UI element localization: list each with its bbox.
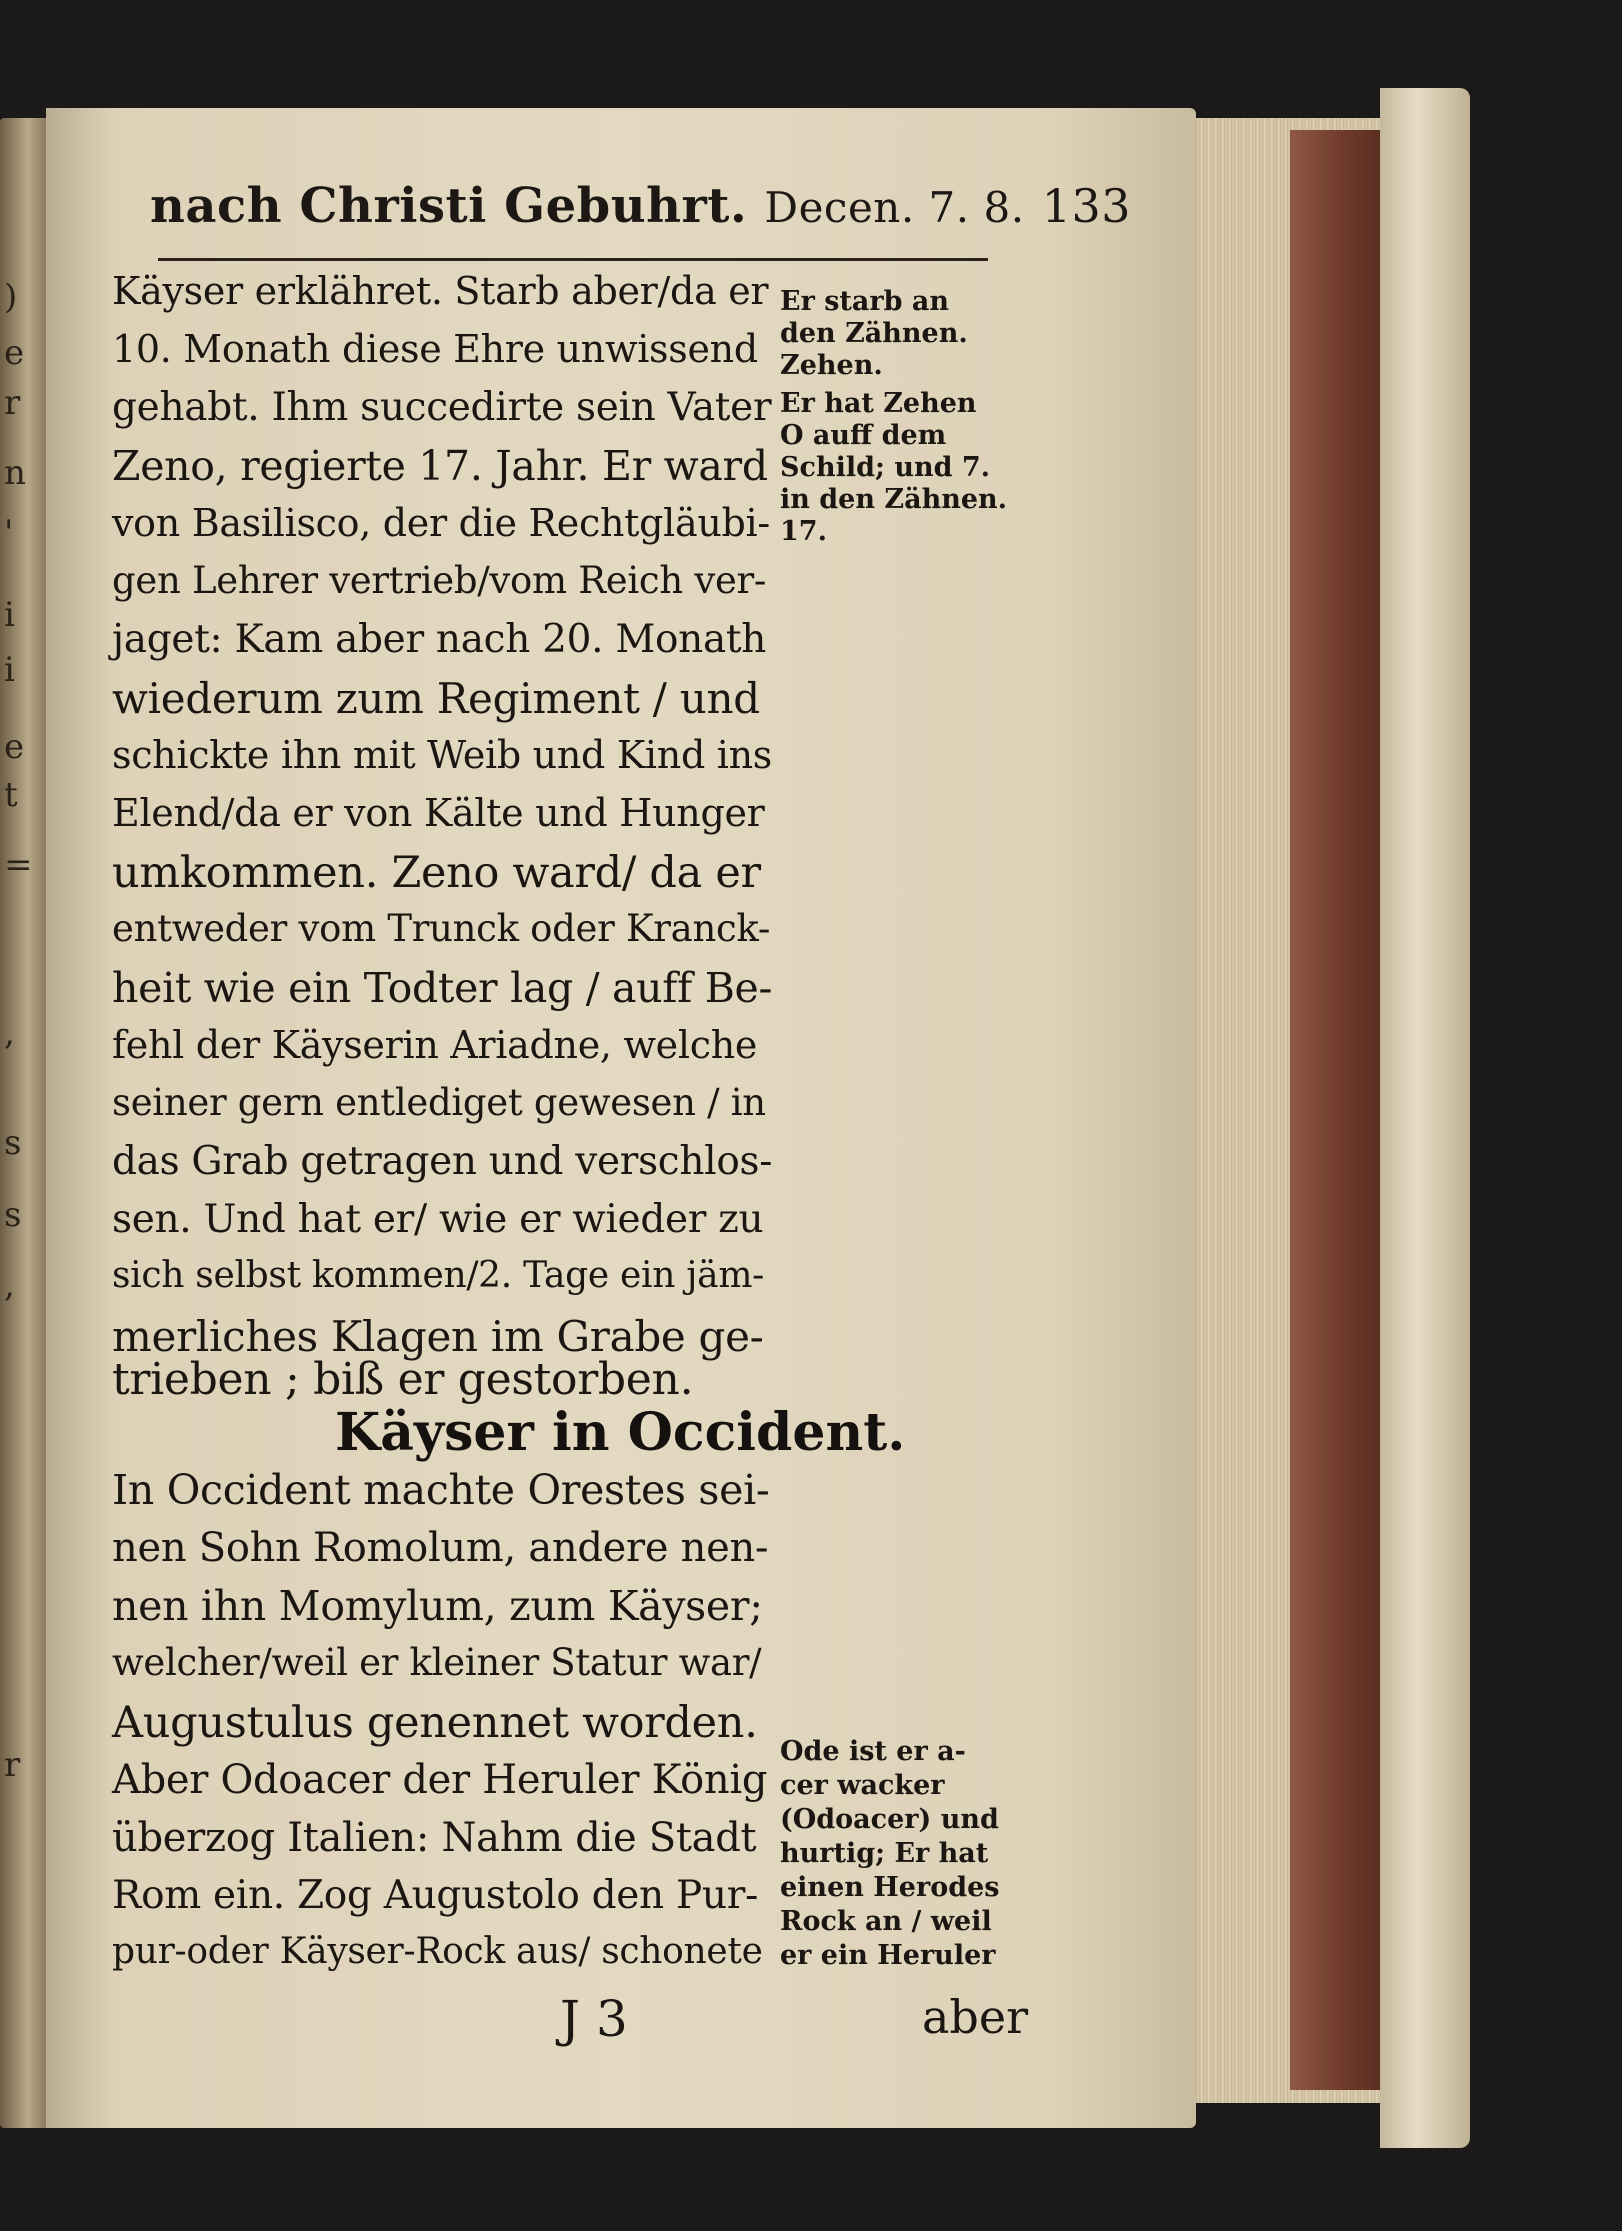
- decade-marker: Decen. 7. 8.: [764, 183, 1025, 232]
- margin-note-line: Zehen.: [780, 350, 883, 381]
- text-line: jaget: Kam aber nach 20. Monath: [112, 617, 767, 662]
- margin-note-line: den Zähnen.: [780, 318, 968, 349]
- text-line: sen. Und hat er/ wie er wieder zu: [112, 1197, 764, 1242]
- text-line: Elend/da er von Kälte und Hunger: [112, 791, 765, 835]
- text-line: 10. Monath diese Ehre unwissend: [112, 327, 758, 371]
- prev-margin-char: s: [4, 1195, 22, 1235]
- margin-note-line: Rock an / weil: [780, 1906, 992, 1937]
- book-cover-board: [1380, 88, 1470, 2148]
- text-line: wiederum zum Regiment / und: [112, 674, 760, 723]
- prev-margin-char: e: [4, 333, 25, 373]
- prev-margin-char: ): [4, 277, 18, 317]
- previous-page-edge: [0, 118, 46, 2128]
- section-heading: Käyser in Occident.: [335, 1402, 906, 1463]
- text-line: nen ihn Momylum, zum Käyser;: [112, 1582, 763, 1630]
- red-edge-stain: [1290, 130, 1380, 2090]
- text-line: merliches Klagen im Grabe ge-: [112, 1312, 764, 1361]
- prev-margin-char: i: [4, 595, 15, 635]
- margin-note-line: 17.: [780, 516, 827, 547]
- margin-note-line: er ein Heruler: [780, 1940, 996, 1971]
- margin-note-line: in den Zähnen.: [780, 484, 1008, 515]
- text-line: schickte ihn mit Weib und Kind ins: [112, 733, 772, 777]
- text-line: gen Lehrer vertrieb/vom Reich ver-: [112, 559, 767, 602]
- margin-note-line: cer wacker: [780, 1770, 945, 1801]
- text-line: das Grab getragen und verschlos-: [112, 1139, 773, 1184]
- prev-margin-char: e: [4, 727, 25, 767]
- text-line: heit wie ein Todter lag / auff Be-: [112, 964, 773, 1012]
- prev-margin-char: r: [4, 1745, 21, 1785]
- text-line: entweder vom Trunck oder Kranck-: [112, 907, 771, 950]
- text-line: pur-oder Käyser-Rock aus/ schonete: [112, 1931, 763, 1972]
- text-line: sich selbst kommen/2. Tage ein jäm-: [112, 1255, 765, 1296]
- catchword: aber: [922, 1990, 1029, 2044]
- margin-note-line: hurtig; Er hat: [780, 1838, 989, 1869]
- text-line: Augustulus genennet worden.: [112, 1698, 758, 1748]
- prev-margin-char: ': [4, 513, 14, 553]
- prev-margin-char: n: [4, 453, 26, 493]
- header-rule: [158, 258, 988, 261]
- running-header: [150, 178, 1132, 258]
- prev-margin-char: ,: [4, 1013, 15, 1053]
- margin-note-line: Er hat Zehen: [780, 388, 977, 419]
- text-line: Zeno, regierte 17. Jahr. Er ward: [112, 442, 768, 490]
- margin-note-line: einen Herodes: [780, 1872, 1000, 1903]
- margin-note-line: Er starb an: [780, 286, 950, 317]
- prev-margin-char: =: [4, 845, 33, 885]
- text-line: Aber Odoacer der Heruler König: [112, 1757, 768, 1803]
- text-line: trieben ; biß er gestorben.: [112, 1354, 694, 1405]
- text-line: von Basilisco, der die Rechtgläubi-: [112, 501, 770, 545]
- text-line: nen Sohn Romolum, andere nen-: [112, 1525, 769, 1571]
- text-line: In Occident machte Orestes sei-: [112, 1466, 770, 1514]
- prev-margin-char: ,: [4, 1265, 15, 1305]
- text-line: umkommen. Zeno ward/ da er: [112, 848, 761, 898]
- page-number: 133: [1041, 179, 1132, 233]
- text-line: seiner gern entlediget gewesen / in: [112, 1081, 766, 1124]
- margin-note-line: (Odoacer) und: [780, 1804, 999, 1835]
- prev-margin-char: t: [4, 775, 18, 815]
- text-line: welcher/weil er kleiner Statur war/: [112, 1641, 762, 1684]
- prev-margin-char: i: [4, 650, 15, 690]
- margin-note-line: O auff dem: [780, 420, 947, 451]
- prev-margin-char: r: [4, 383, 21, 423]
- text-line: fehl der Käyserin Ariadne, welche: [112, 1023, 758, 1067]
- text-line: Käyser erklähret. Starb aber/da er: [112, 269, 769, 313]
- signature-mark: J 3: [560, 1990, 628, 2048]
- text-line: gehabt. Ihm succedirte sein Vater: [112, 385, 772, 430]
- margin-note-line: Schild; und 7.: [780, 452, 991, 483]
- running-title: nach Christi Gebuhrt.: [150, 178, 748, 234]
- text-line: überzog Italien: Nahm die Stadt: [112, 1815, 757, 1861]
- margin-note-line: Ode ist er a-: [780, 1736, 966, 1767]
- prev-margin-char: s: [4, 1123, 22, 1163]
- text-line: Rom ein. Zog Augustolo den Pur-: [112, 1873, 758, 1918]
